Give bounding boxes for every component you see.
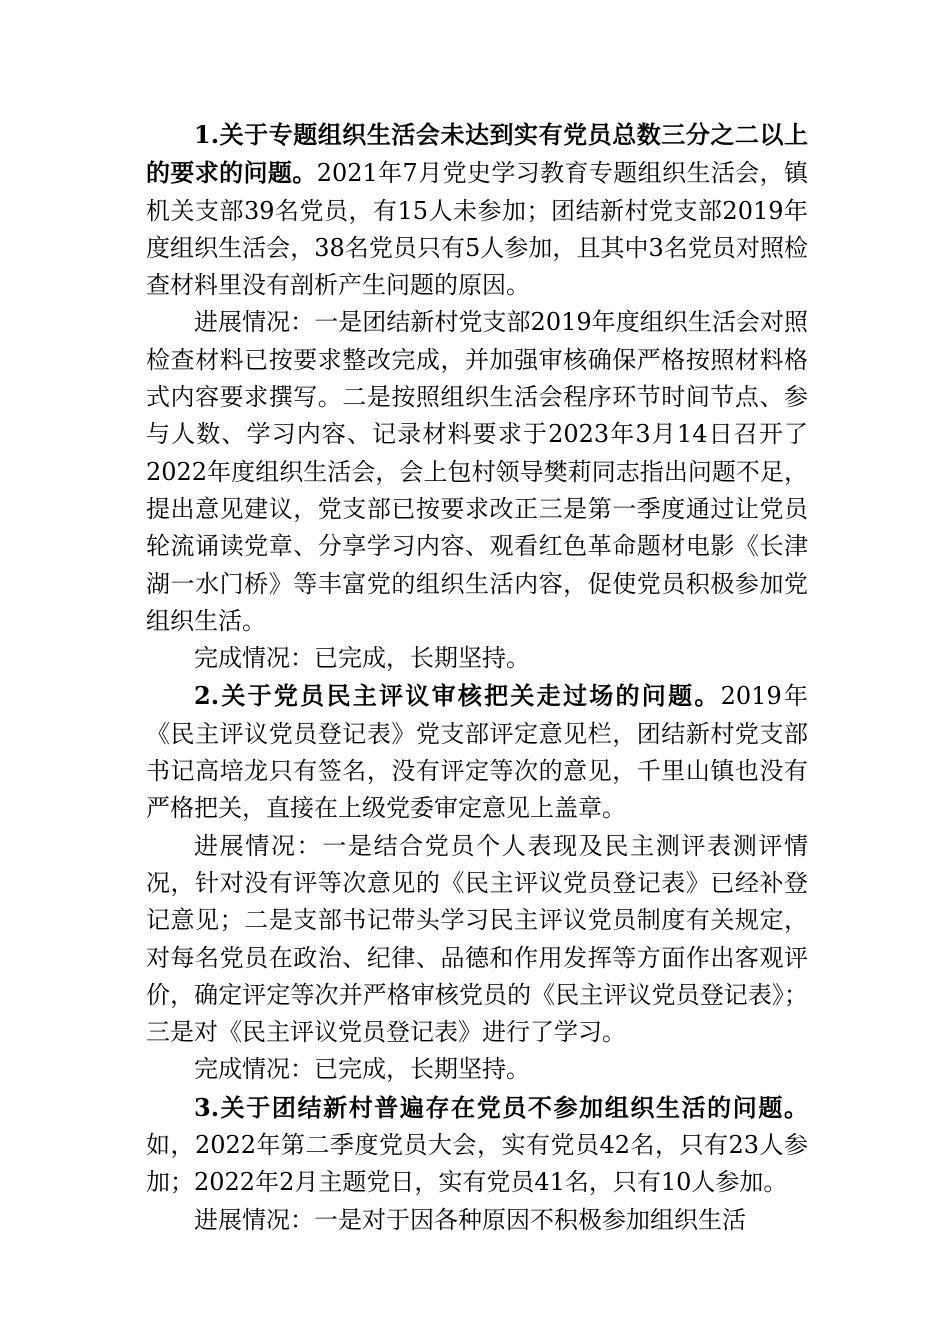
section-1-body: 2021年7月党史学习教育专题组织生活会，镇机关支部39名党员，有15人未参加；团结新村党支部2019年度组织生活会，38名党员只有5人参加，且其中3名党员对照检查材料里没有剖析产生问题的原因。 (146, 159, 808, 300)
section-1-heading: 1.关于专题组织生活会未达到实有党员总数三分之二以上的要求的问题。 (146, 120, 808, 188)
section-2-paragraph (146, 677, 808, 827)
section-2-progress: 进展情况：一是结合党员个人表现及民主测评表测评情况，针对没有评等次意见的《民主评议党员登记表》已经补登记意见；二是支部书记带头学习民主评议党员制度有关规定，对每名党员在政治、纪律、品德和作用发挥等方面作出客观评价，确定评定等次并严格审核党员的《民主评议党员登记表》；三是对《民主评议党员登记表》进行了学习。 (146, 831, 808, 1047)
section-1-progress: 进展情况：一是团结新村党支部2019年度组织生活会对照检查材料已按要求整改完成，并加强审核确保严格按照材料格式内容要求撰写。二是按照组织生活会程序环节时间节点、参与人数、学习内容、记录材料要求于2023年3月14日召开了2022年度组织生活会，会上包村领导樊莉同志指出问题不足，提出意见建议，党支部已按要求改正三是第一季度通过让党员轮流诵读党章、分享学习内容、观看红色革命题材电影《长津湖一水门桥》等丰富党的组织生活内容，促使党员积极参加党组织生活。 (146, 308, 808, 635)
section-3-paragraph (146, 1089, 808, 1202)
section-3-progress: 进展情况：一是对于因各种原因不积极参加组织生活 (194, 1205, 746, 1234)
section-1-paragraph (146, 116, 808, 304)
document-body (146, 116, 808, 1239)
section-3-heading: 3.关于团结新村普遍存在党员不参加组织生活的问题。 (194, 1092, 808, 1122)
section-1-completion: 完成情况：已完成，长期坚持。 (194, 644, 530, 673)
section-2-heading: 2.关于党员民主评议审核把关走过场的问题。 (194, 681, 721, 711)
section-2-completion: 完成情况：已完成，长期坚持。 (194, 1055, 530, 1084)
section-3-body: 如，2022年第二季度党员大会，实有党员42名，只有23人参加；2022年2月主题党日，实有党员41名，只有10人参加。 (146, 1131, 808, 1197)
section-2-body: 2019年《民主评议党员登记表》党支部评定意见栏，团结新村党支部书记高培龙只有签名，没有评定等次的意见，千里山镇也没有严格把关，直接在上级党委审定意见上盖章。 (146, 682, 808, 823)
